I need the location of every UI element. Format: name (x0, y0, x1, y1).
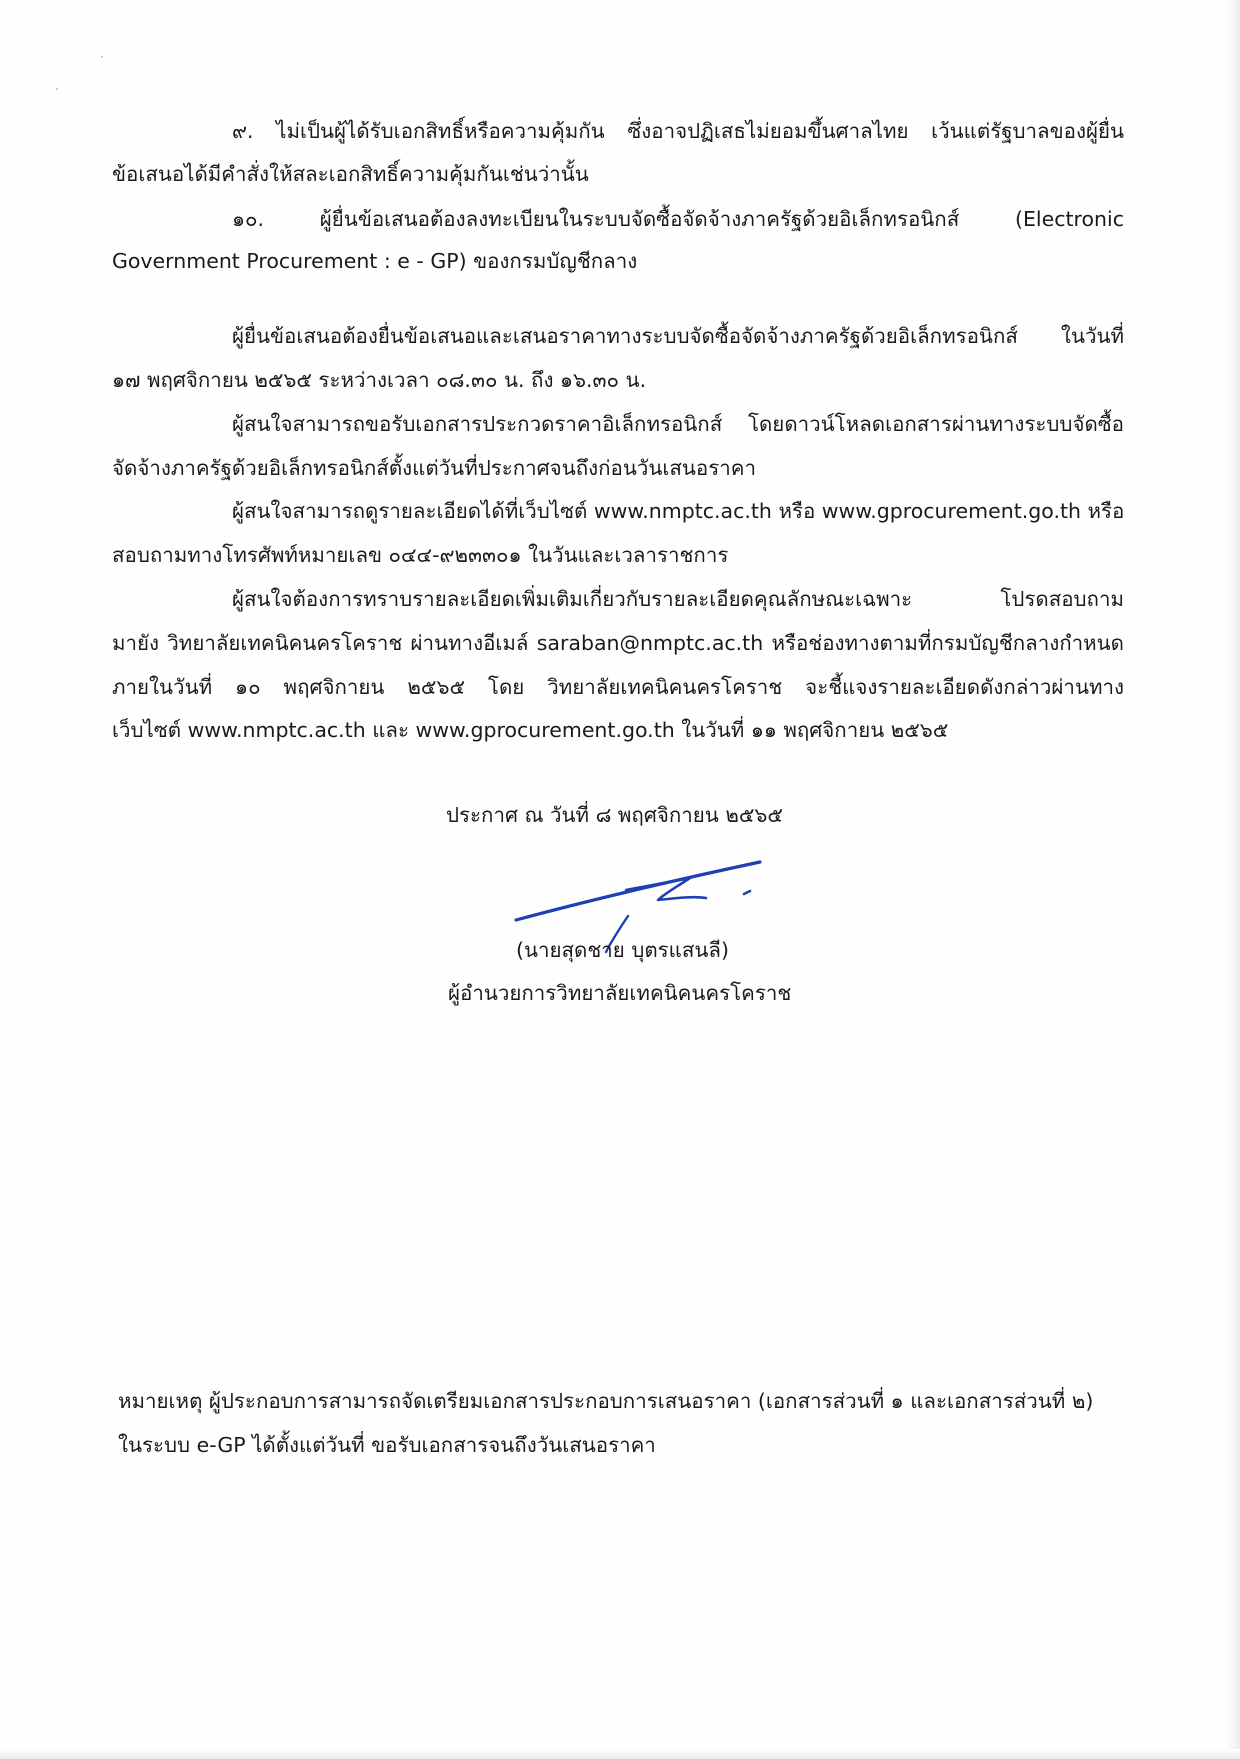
submission-line2: ๑๗ พฤศจิกายน ๒๕๖๕ ระหว่างเวลา ๐๘.๓๐ น. ถึง ๑๖.๓๐ น. (112, 368, 647, 392)
website-line2: สอบถามทางโทรศัพท์หมายเลข ๐๔๔-๙๒๓๓๐๑ ในวันและเวลาราชการ (112, 543, 729, 567)
item9-line1: ๙. ไม่เป็นผู้ได้รับเอกสิทธิ์หรือความคุ้มกัน ซึ่งอาจปฏิเสธไม่ยอมขึ้นศาลไทย เว้นแต่รัฐบาลของผู้ยื่น (232, 119, 1124, 143)
inquiry-line1: ผู้สนใจต้องการทราบรายละเอียดเพิ่มเติมเกี่ยวกับรายละเอียดคุณลักษณะเฉพาะ โปรดสอบถาม (232, 587, 1124, 611)
note-line2: ในระบบ e-GP ได้ตั้งแต่วันที่ ขอรับเอกสารจนถึงวันเสนอราคา (118, 1433, 656, 1457)
scan-speck (101, 56, 103, 58)
note-line1: หมายเหตุ ผู้ประกอบการสามารถจัดเตรียมเอกสารประกอบการเสนอราคา (เอกสารส่วนที่ ๑ และเอกสารส่วนที่ ๒) (118, 1389, 1094, 1413)
signatory-position: ผู้อำนวยการวิทยาลัยเทคนิคนครโคราช (448, 981, 792, 1005)
download-line1: ผู้สนใจสามารถขอรับเอกสารประกวดราคาอิเล็กทรอนิกส์ โดยดาวน์โหลดเอกสารผ่านทางระบบจัดซื้อ (232, 412, 1124, 436)
item10-line2: Government Procurement : e - GP) ของกรมบัญชีกลาง (112, 249, 638, 273)
announcement-date: ประกาศ ณ วันที่ ๘ พฤศจิกายน ๒๕๖๕ (446, 803, 783, 827)
scan-edge-bottom (0, 1749, 1240, 1759)
scan-edge-right (1226, 0, 1240, 1759)
inquiry-line4: เว็บไซต์ www.nmptc.ac.th และ www.gprocurement.go.th ในวันที่ ๑๑ พฤศจิกายน ๒๕๖๕ (112, 718, 949, 742)
item9-line2: ข้อเสนอได้มีคำสั่งให้สละเอกสิทธิ์ความคุ้มกันเช่นว่านั้น (112, 162, 589, 186)
inquiry-line3: ภายในวันที่ ๑๐ พฤศจิกายน ๒๕๖๕ โดย วิทยาลัยเทคนิคนครโคราช จะชี้แจงรายละเอียดดังกล่าวผ่านทาง (112, 675, 1124, 699)
item10-line1: ๑๐. ผู้ยื่นข้อเสนอต้องลงทะเบียนในระบบจัดซื้อจัดจ้างภาครัฐด้วยอิเล็กทรอนิกส์ (Electronic (232, 207, 1124, 231)
website-line1: ผู้สนใจสามารถดูรายละเอียดได้ที่เว็บไซต์ www.nmptc.ac.th หรือ www.gprocurement.go.th หรือ (232, 499, 1125, 523)
signatory-name: (นายสุดชาย บุตรแสนลี) (516, 938, 729, 962)
submission-line1: ผู้ยื่นข้อเสนอต้องยื่นข้อเสนอและเสนอราคาทางระบบจัดซื้อจัดจ้างภาครัฐด้วยอิเล็กทรอนิกส์ ในวันที่ (232, 324, 1124, 348)
download-line2: จัดจ้างภาครัฐด้วยอิเล็กทรอนิกส์ตั้งแต่วันที่ประกาศจนถึงก่อนวันเสนอราคา (112, 456, 756, 480)
inquiry-line2: มายัง วิทยาลัยเทคนิคนครโคราช ผ่านทางอีเมล์ saraban@nmptc.ac.th หรือช่องทางตามที่กรมบัญชีกลางกำหนด (112, 631, 1124, 655)
scan-speck (56, 88, 58, 90)
